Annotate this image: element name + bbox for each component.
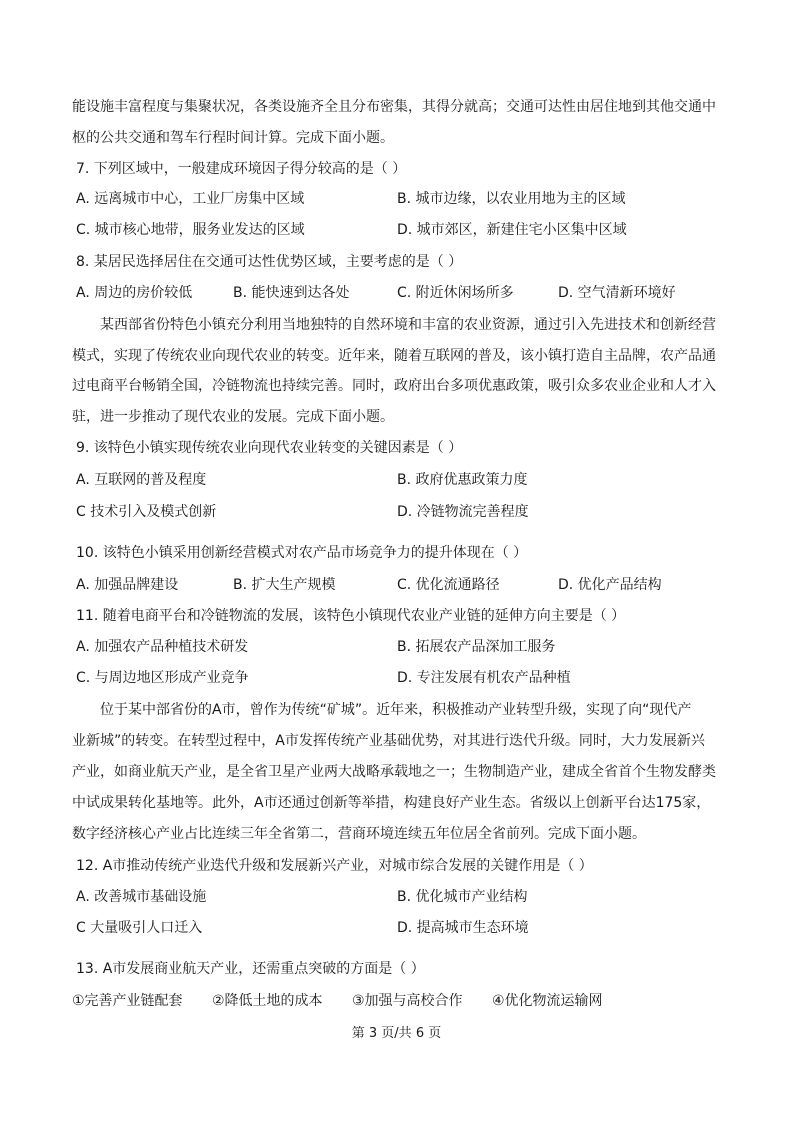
question-12-option-a: A. 改善城市基础设施: [76, 889, 207, 905]
question-10-option-a: A. 加强品牌建设: [76, 577, 179, 593]
question-10-option-b: B. 扩大生产规模: [233, 577, 336, 593]
question-9-option-d: D. 冷链物流完善程度: [397, 504, 529, 520]
question-13-option-3: ③加强与高校合作: [352, 993, 463, 1009]
question-8-option-c: C. 附近休闲场所多: [397, 285, 514, 301]
question-10-option-c: C. 优化流通路径: [397, 577, 500, 593]
question-8-option-d: D. 空气清新环境好: [558, 285, 676, 301]
passage-1-line-2: 枢的公共交通和驾车行程时间计算。完成下面小题。: [72, 130, 394, 146]
question-12-option-b: B. 优化城市产业结构: [397, 889, 528, 905]
question-8-option-b: B. 能快速到达各处: [233, 285, 350, 301]
question-8-stem: 8. 某居民选择居住在交通可达性优势区域，主要考虑的是（ ）: [76, 254, 463, 270]
question-12-option-d: D. 提高城市生态环境: [397, 920, 529, 936]
question-11-option-c: C. 与周边地区形成产业竞争: [76, 670, 249, 686]
passage-2-line-4: 驻，进一步推动了现代农业的发展。完成下面小题。: [72, 409, 394, 425]
passage-3-line-3: 产业，如商业航天产业，是全省卫星产业两大战略承载地之一；生物制造产业，建成全省首个生物发酵类: [72, 764, 716, 780]
question-10-option-d: D. 优化产品结构: [558, 577, 662, 593]
question-9-option-a: A. 互联网的普及程度: [76, 472, 207, 488]
question-8-option-a: A. 周边的房价较低: [76, 285, 193, 301]
question-11-stem: 11. 随着电商平台和冷链物流的发展，该特色小镇现代农业产业链的延伸方向主要是（ ）: [76, 608, 626, 624]
question-7-option-a: A. 远离城市中心，工业厂房集中区域: [76, 191, 305, 207]
question-9-option-c: C 技术引入及模式创新: [76, 504, 217, 520]
page-number-footer: 第 3 页/共 6 页: [351, 1026, 442, 1041]
passage-2-line-3: 过电商平台畅销全国，冷链物流也持续完善。同时，政府出台多项优惠政策，吸引众多农业企业和人才入: [72, 378, 716, 394]
passage-3-line-5: 数字经济核心产业占比连续三年全省第二，营商环境连续五年位居全省前列。完成下面小题。: [72, 826, 646, 842]
question-10-stem: 10. 该特色小镇采用创新经营模式对农产品市场竞争力的提升体现在（ ）: [76, 545, 528, 561]
passage-2-line-2: 模式，实现了传统农业向现代农业的转变。近年来，随着互联网的普及，该小镇打造自主品牌，农产品通: [72, 348, 716, 364]
passage-1-line-1: 能设施丰富程度与集聚状况，各类设施齐全且分布密集，其得分就高；交通可达性由居住地到其他交通中: [72, 99, 716, 115]
question-13-stem: 13. A市发展商业航天产业，还需重点突破的方面是（ ）: [76, 961, 425, 977]
passage-3-line-4: 中试成果转化基地等。此外，A市还通过创新等举措，构建良好产业生态。省级以上创新平台达175家，: [72, 795, 711, 811]
question-7-option-b: B. 城市边缘，以农业用地为主的区域: [397, 191, 626, 207]
question-7-option-c: C. 城市核心地带，服务业发达的区域: [76, 222, 305, 238]
passage-3-line-1: 位于某中部省份的A市，曾作为传统“矿城”。近年来，积极推动产业转型升级，实现了向“现代产: [100, 702, 692, 718]
question-7-stem: 7. 下列区域中，一般建成环境因子得分较高的是（ ）: [76, 161, 407, 177]
question-9-stem: 9. 该特色小镇实现传统农业向现代农业转变的关键因素是（ ）: [76, 440, 463, 456]
question-12-option-c: C 大量吸引人口迁入: [76, 920, 203, 936]
question-7-option-d: D. 城市郊区，新建住宅小区集中区域: [397, 222, 627, 238]
passage-2-line-1: 某西部省份特色小镇充分利用当地独特的自然环境和丰富的农业资源，通过引入先进技术和创新经营: [100, 317, 716, 333]
question-13-option-4: ④优化物流运输网: [492, 993, 603, 1009]
question-13-option-2: ②降低土地的成本: [212, 993, 323, 1009]
question-11-option-a: A. 加强农产品种植技术研发: [76, 639, 249, 655]
question-11-option-d: D. 专注发展有机农产品种植: [397, 670, 571, 686]
passage-3-line-2: 业新城”的转变。在转型过程中，A市发挥传统产业基础优势，对其进行迭代升级。同时，大力发展新兴: [72, 733, 705, 749]
question-12-stem: 12. A市推动传统产业迭代升级和发展新兴产业，对城市综合发展的关键作用是（ ）: [76, 858, 593, 874]
question-11-option-b: B. 拓展农产品深加工服务: [397, 639, 556, 655]
question-9-option-b: B. 政府优惠政策力度: [397, 472, 528, 488]
question-13-option-1: ①完善产业链配套: [72, 993, 183, 1009]
